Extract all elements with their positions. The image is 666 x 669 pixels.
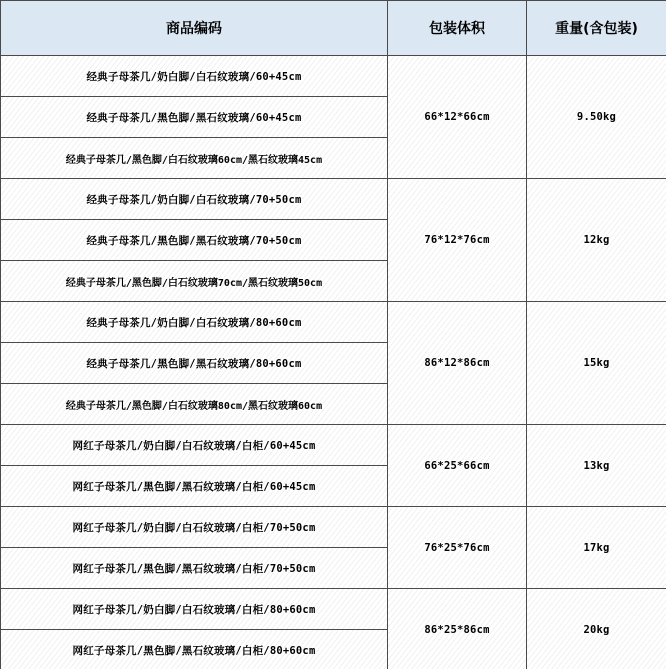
table-row [1,179,666,220]
header-product-code: 商品编码 [1,1,388,56]
table-row [1,302,666,343]
header-row [1,1,666,56]
table-row [1,589,666,630]
weight-cell: 20kg [527,589,666,669]
product-code-cell: 网红子母茶几/黑色脚/黑石纹玻璃/白柜/70+50cm [1,548,388,589]
product-code-cell: 网红子母茶几/黑色脚/黑石纹玻璃/白柜/60+45cm [1,466,388,507]
table-row [1,507,666,548]
product-code-cell: 网红子母茶几/奶白脚/白石纹玻璃/白柜/80+60cm [1,589,388,630]
package-volume-cell: 86*25*86cm [388,589,527,669]
product-code-cell: 经典子母茶几/黑色脚/白石纹玻璃80cm/黑石纹玻璃60cm [1,384,388,425]
table-body [1,56,666,669]
product-code-cell: 经典子母茶几/黑色脚/白石纹玻璃60cm/黑石纹玻璃45cm [1,138,388,179]
table-header [1,1,666,56]
product-code-cell: 经典子母茶几/黑色脚/黑石纹玻璃/70+50cm [1,220,388,261]
weight-cell: 17kg [527,507,666,589]
product-code-cell: 经典子母茶几/奶白脚/白石纹玻璃/70+50cm [1,179,388,220]
weight-cell: 13kg [527,425,666,507]
header-weight: 重量(含包装) [527,1,666,56]
table-row [1,425,666,466]
weight-cell: 9.50kg [527,56,666,179]
package-volume-cell: 76*12*76cm [388,179,527,302]
product-code-cell: 经典子母茶几/奶白脚/白石纹玻璃/80+60cm [1,302,388,343]
weight-cell: 15kg [527,302,666,425]
product-code-cell: 经典子母茶几/黑色脚/黑石纹玻璃/80+60cm [1,343,388,384]
package-volume-cell: 66*12*66cm [388,56,527,179]
product-code-cell: 网红子母茶几/奶白脚/白石纹玻璃/白柜/60+45cm [1,425,388,466]
package-volume-cell: 76*25*76cm [388,507,527,589]
product-code-cell: 网红子母茶几/奶白脚/白石纹玻璃/白柜/70+50cm [1,507,388,548]
package-volume-cell: 86*12*86cm [388,302,527,425]
product-code-cell: 网红子母茶几/黑色脚/黑石纹玻璃/白柜/80+60cm [1,630,388,669]
product-code-cell: 经典子母茶几/黑色脚/白石纹玻璃70cm/黑石纹玻璃50cm [1,261,388,302]
header-package-volume: 包装体积 [388,1,527,56]
weight-cell: 12kg [527,179,666,302]
product-code-cell: 经典子母茶几/黑色脚/黑石纹玻璃/60+45cm [1,97,388,138]
product-code-cell: 经典子母茶几/奶白脚/白石纹玻璃/60+45cm [1,56,388,97]
table-row [1,56,666,97]
package-volume-cell: 66*25*66cm [388,425,527,507]
